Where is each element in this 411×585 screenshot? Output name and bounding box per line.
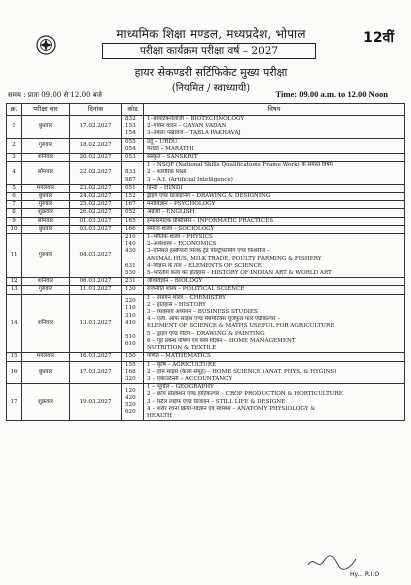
subject-code-cell: [122, 353, 144, 361]
exam-subtitle: (नियमित / स्वाध्यायी): [171, 83, 251, 94]
serial-number-cell: 11: [7, 234, 22, 278]
subject-line: 2–अर्थशास्त्र – ECONOMICS: [147, 241, 217, 248]
subject-code: [125, 162, 141, 169]
subject-line: संस्कृत – SANSKRIT: [147, 154, 198, 161]
exam-day-cell: शनिवार: [22, 154, 70, 162]
subject-line: 4 – एली. ऑफ साईस एण्ड मैथेमेटिक्स यूजफुल फार एग्रीकल्चर –: [147, 316, 281, 323]
exam-date-cell: 19.03.2027: [70, 384, 122, 421]
table-row: [7, 209, 405, 217]
subject-code: 631: [125, 262, 136, 269]
subject-code: [125, 256, 141, 263]
subject-code: [125, 327, 141, 334]
exam-day-cell: मंगलवार: [22, 184, 70, 192]
table-row: [7, 138, 405, 153]
table-row: [7, 278, 405, 286]
subject-code: 152: [125, 193, 136, 200]
subject-code: 053: [125, 154, 136, 161]
subject-line: 1–भौतिक शास्त्र – PHYSICS: [147, 234, 213, 241]
timetable-body: [7, 116, 405, 421]
subject-line: 6 – गृह प्रबन्ध पोषण एवं वस्त्र विज्ञान – HOME MANAGEMENT: [147, 337, 296, 344]
subject-cell: [144, 278, 405, 286]
table-row: [7, 286, 405, 294]
subject-code-cell: [122, 217, 144, 225]
subject-line: 4–विज्ञान के तत्व – ELEMENTS OF SCIENCE: [147, 262, 262, 269]
exam-date-cell: 11.03.2027: [70, 286, 122, 294]
exam-date-cell: 13.03.2027: [70, 294, 122, 353]
exam-date-cell: 23.02.2027: [70, 184, 122, 192]
header-code: कोड: [122, 104, 144, 116]
subject-code-cell: [122, 184, 144, 192]
subject-code: 620: [125, 409, 136, 416]
table-row: [7, 353, 405, 361]
subject-code: 832: [125, 116, 136, 122]
table-row: [7, 384, 405, 421]
subject-code: 210: [125, 234, 136, 241]
serial-number-cell: 14: [7, 294, 22, 353]
subject-line: 1 – NSQF (National Skills Qualifications Frame Work) के समस्त विषय: [147, 162, 333, 169]
subject-line: 4 – शरीर रचना क्रिया–विज्ञान एवं स्वास्थ्य – ANATOMY PHYSIOLOGY &: [147, 405, 316, 412]
header-date: दिनांक: [70, 104, 122, 116]
subject-code: 153: [125, 123, 136, 130]
subject-line: ANIMAL HUS, MILK TRADE, POULTY FARMING & FISHERY: [147, 255, 322, 262]
subject-cell: [144, 353, 405, 361]
subject-line: 2 – इतिहास – HISTORY: [147, 301, 206, 308]
exam-day-cell: सोमवार: [22, 217, 70, 225]
table-row: [7, 162, 405, 185]
subject-code-cell: [122, 154, 144, 162]
table-row: [7, 201, 405, 209]
subject-line: 2 – शारीरिक शिक्षा: [147, 169, 187, 176]
table-row: [7, 294, 405, 353]
exam-date-cell: 18.02.2027: [70, 138, 122, 153]
serial-number-cell: 4: [7, 162, 22, 185]
subject-line: 1 – भूगोल – GEOGRAPHY: [147, 384, 214, 391]
subject-line: ELEMENT OF SCIENCE & MATHS USEFUL FOR AGRICULTURE: [147, 323, 335, 330]
subject-line: जीवविज्ञान – BIOLOGY: [147, 278, 203, 285]
subject-code: 054: [125, 145, 136, 152]
exam-day-cell: शनिवार: [22, 278, 70, 286]
subject-code: 130: [125, 286, 136, 293]
subject-cell: [144, 184, 405, 192]
exam-date-cell: 20.02.2027: [70, 154, 122, 162]
serial-number-cell: 12: [7, 278, 22, 286]
table-row: [7, 184, 405, 192]
subject-cell: [144, 234, 405, 278]
subject-cell: [144, 286, 405, 294]
exam-day-cell: गुरुवार: [22, 234, 70, 278]
subject-code: 320: [125, 375, 136, 382]
subject-cell: [144, 116, 405, 139]
subject-cell: [144, 384, 405, 421]
subject-line: 1 – रसायन शास्त्र – CHEMISTRY: [147, 294, 226, 301]
header-subject: विषय: [144, 104, 405, 116]
subject-code-cell: [122, 234, 144, 278]
table-row: [7, 361, 405, 384]
exam-day-cell: मंगलवार: [22, 353, 70, 361]
subject-cell: [144, 154, 405, 162]
subject-line: 1 – कृषि – AGRICULTURE: [147, 361, 217, 368]
subject-line: हिन्दी – HINDI: [147, 184, 183, 191]
exam-day-cell: सोमवार: [22, 162, 70, 185]
exam-date-cell: 04.03.2027: [70, 234, 122, 278]
exam-day-cell: शुक्रवार: [22, 384, 70, 421]
table-row: [7, 217, 405, 225]
exam-time-row: [8, 91, 404, 103]
subject-code: 055: [125, 138, 136, 145]
subject-cell: [144, 361, 405, 384]
subject-code: 987: [125, 176, 136, 183]
table-row: [7, 234, 405, 278]
exam-date-cell: 01.03.2027: [70, 217, 122, 225]
serial-number-cell: 15: [7, 353, 22, 361]
subject-code: 155: [125, 361, 136, 368]
table-row: [7, 154, 405, 162]
subject-line: 3–एनिमल हस्बैण्डरी मिल्क ट्रेड पोल्ट्रीफार्मिंग एण्ड फिशरीज –: [147, 248, 270, 255]
subject-line: 5 – ड्राइंग एण्ड पेंटिंग – DRAWING & PAINTING: [147, 330, 265, 337]
timetable-title: परीक्षा कार्यक्रम परीक्षा वर्ष – 2027: [102, 43, 316, 59]
subject-code: 052: [125, 209, 136, 216]
subject-code-cell: [122, 201, 144, 209]
subject-code: 165: [125, 217, 136, 224]
subject-code: 150: [125, 353, 136, 360]
subject-line: 2 – होम साइंस (कला समूह) – HOME SCIENCE (ANAT. PHYS. & HYGINS): [147, 368, 337, 375]
subject-code-cell: [122, 225, 144, 233]
subject-code: 420: [125, 394, 136, 401]
header-serial-number: क्र.: [7, 104, 22, 116]
serial-number-cell: 9: [7, 217, 22, 225]
subject-code: 167: [125, 201, 136, 208]
exam-date-cell: 22.02.2027: [70, 162, 122, 185]
exam-date-cell: 03.03.2027: [70, 225, 122, 233]
subject-line: 3 – A.I. (Artificial Intelligence): [147, 176, 233, 183]
subject-code-cell: [122, 361, 144, 384]
subject-code-cell: [122, 162, 144, 185]
subject-code-cell: [122, 384, 144, 421]
subject-code-cell: [122, 193, 144, 201]
serial-number-cell: 3: [7, 154, 22, 162]
subject-code: 110: [125, 305, 136, 312]
subject-line: HEALTH: [147, 412, 172, 419]
subject-line: इन्फॉरमेटिक प्रेक्टिसेस – INFORMATIC PRACTICES: [147, 217, 274, 224]
subject-line: ड्राइंग एण्ड डिजाइनिंग – DRAWING & DESIGNING: [147, 193, 271, 200]
exam-date-cell: 25.02.2027: [70, 201, 122, 209]
subject-cell: [144, 138, 405, 153]
subject-code: 530: [125, 270, 136, 277]
class-label: 12वीं: [363, 30, 394, 46]
serial-number-cell: 2: [7, 138, 22, 153]
subject-cell: [144, 209, 405, 217]
serial-number-cell: 7: [7, 201, 22, 209]
subject-line: 3 – स्टिल लाईफ एण्ड डिजाइन – STILL LIFE & DESIGNE: [147, 398, 286, 405]
exam-day-cell: शुक्रवार: [22, 209, 70, 217]
subject-code: 833: [125, 169, 136, 176]
subject-line: गणित – MATHEMATICS: [147, 353, 211, 360]
serial-number-cell: 13: [7, 286, 22, 294]
subject-code-cell: [122, 138, 144, 153]
subject-code: 510: [125, 334, 136, 341]
exam-day-cell: बुधवार: [22, 225, 70, 233]
subject-line: अंग्रेजी – ENGLISH: [147, 209, 195, 216]
subject-cell: [144, 217, 405, 225]
exam-day-cell: गुरुवार: [22, 138, 70, 153]
subject-line: राजनीति शास्त्र – POLITICAL SCIENCE: [147, 286, 245, 293]
subject-code-cell: [122, 294, 144, 353]
exam-day-cell: गुरुवार: [22, 286, 70, 294]
subject-line: 3–तबला पखावज – TABLA PAKHAVAJ: [147, 130, 241, 137]
serial-number-cell: 17: [7, 384, 22, 421]
subject-code: 231: [125, 278, 136, 285]
subject-code: 310: [125, 312, 136, 319]
table-row: [7, 225, 405, 233]
subject-code: 410: [125, 319, 136, 326]
subject-code: 430: [125, 248, 136, 255]
subject-code-cell: [122, 286, 144, 294]
exam-day-cell: बुधवार: [22, 193, 70, 201]
signature-text: Hy... R.I.O: [350, 571, 380, 578]
subject-cell: [144, 201, 405, 209]
exam-day-cell: गुरुवार: [22, 201, 70, 209]
subject-code: 168: [125, 368, 136, 375]
exam-timetable: [6, 103, 405, 421]
subject-code: 520: [125, 402, 136, 409]
subject-code: 610: [125, 341, 136, 348]
subject-line: 3 – व्यवसाय अध्ययन – BUSINESS STUDIES: [147, 309, 258, 316]
exam-day-cell: बुधवार: [22, 361, 70, 384]
subject-code: 154: [125, 130, 136, 137]
subject-code: 051: [125, 184, 136, 191]
subject-cell: [144, 294, 405, 353]
subject-line: 2–गायन वादन – GAYAN VADAN: [147, 123, 227, 130]
exam-title: हायर सेकण्डरी सर्टिफिकेट मुख्य परीक्षा: [134, 66, 288, 79]
exam-time-english: Time: 09.00 a.m. to 12.00 Noon: [275, 89, 388, 99]
exam-date-cell: 17.02.2027: [70, 116, 122, 139]
exam-day-cell: शनिवार: [22, 294, 70, 353]
exam-date-cell: 24.02.2027: [70, 193, 122, 201]
exam-date-cell: 06.03.2027: [70, 278, 122, 286]
subject-line: मनोविज्ञान – PSYCHOLOGY: [147, 201, 216, 208]
serial-number-cell: 1: [7, 116, 22, 139]
exam-date-cell: 17.03.2027: [70, 361, 122, 384]
subject-line: NUTRITION & TEXTILE: [147, 345, 217, 352]
subject-code-cell: [122, 116, 144, 139]
document-header: [14, 12, 408, 92]
serial-number-cell: 6: [7, 193, 22, 201]
subject-code-cell: [122, 278, 144, 286]
board-name: माध्यमिक शिक्षा मण्डल, मध्यप्रदेश, भोपाल: [116, 27, 306, 41]
table-header-row: [7, 104, 405, 116]
subject-code-cell: [122, 209, 144, 217]
subject-code: 120: [125, 387, 136, 394]
serial-number-cell: 10: [7, 225, 22, 233]
header-exam-day: परीक्षा वार: [22, 104, 70, 116]
signature-scribble-icon: [306, 553, 366, 573]
subject-cell: [144, 162, 405, 185]
table-row: [7, 116, 405, 139]
subject-cell: [144, 193, 405, 201]
subject-code: 166: [125, 225, 136, 232]
subject-line: 3 – एकाउंटेन्सी – ACCOUNTANCY: [147, 375, 233, 382]
serial-number-cell: 16: [7, 361, 22, 384]
subject-cell: [144, 225, 405, 233]
table-row: [7, 193, 405, 201]
exam-date-cell: 26.02.2027: [70, 209, 122, 217]
subject-line: 1–बायोटेक्नोलॉजी – BIOTECHNOLOGY: [147, 116, 245, 122]
subject-code: 140: [125, 241, 136, 248]
exam-date-cell: 16.03.2027: [70, 353, 122, 361]
subject-line: समाज शास्त्र – SOCIOLOGY: [147, 225, 215, 232]
subject-line: 2 – क्रॉप प्रोडक्शन एण्ड हार्टिकल्चर – CROP PRODUCTION & HORTICULTURE: [147, 391, 343, 398]
subject-code: 220: [125, 298, 136, 305]
subject-line: मराठी – MARATHI: [147, 145, 194, 152]
subject-line: उर्दू – URDU: [147, 138, 178, 145]
serial-number-cell: 8: [7, 209, 22, 217]
serial-number-cell: 5: [7, 184, 22, 192]
exam-time-hindi: समय : प्रातः 09.00 से 12.00 बजे: [8, 91, 102, 99]
subject-line: 5–भारतीय कला का इतिहास – HISTORY OF INDIAN ART & WORLD ART: [147, 270, 332, 277]
exam-day-cell: बुधवार: [22, 116, 70, 139]
